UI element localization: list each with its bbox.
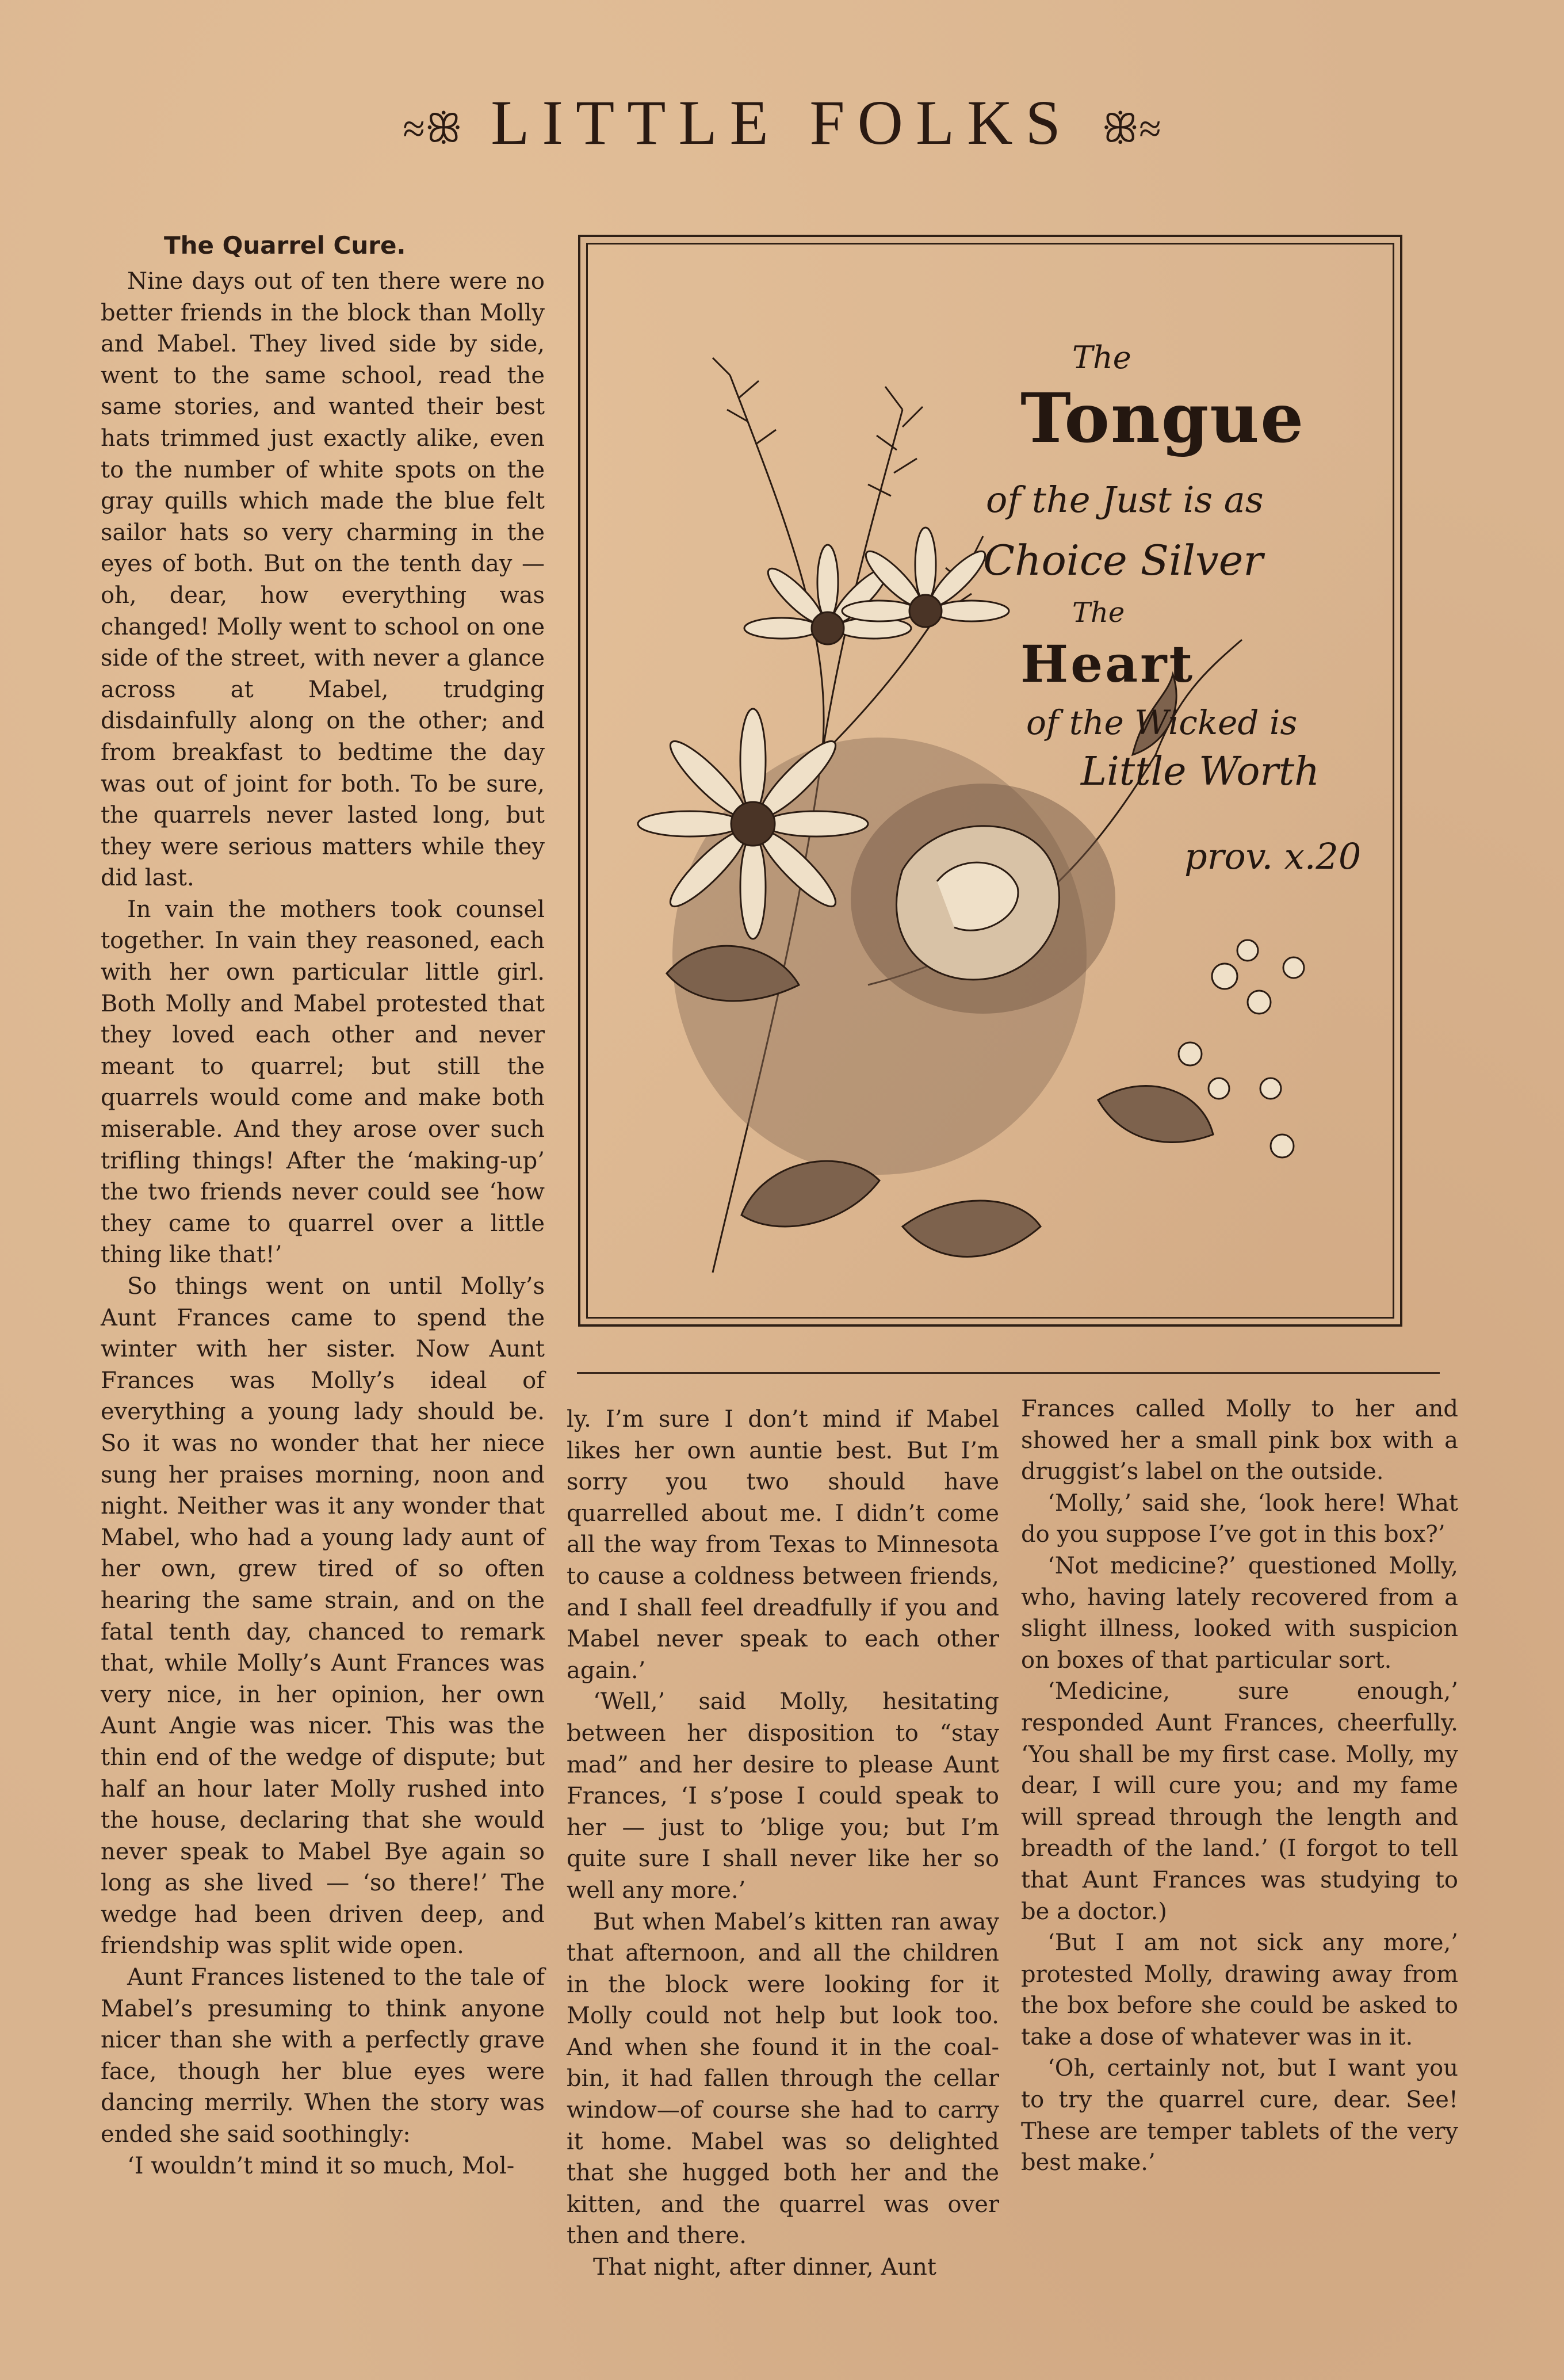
column-divider-rule: [577, 1372, 1440, 1374]
motto-heart: Heart: [1020, 634, 1195, 694]
paragraph: Aunt Frances listened to the tale of Mabel’s presuming to think anyone nicer than she with a perfectly grave face, though her blue eyes were dancing merrily. When the story was ended she said soothingly:: [101, 1964, 545, 2148]
paragraph: ‘I wouldn’t mind it so much, Mol-: [127, 2152, 515, 2179]
paragraph: So things went on until Molly’s Aunt Frances came to spend the winter with her sister. Now Aunt Frances was Molly’s ideal of everything a young lady should be. So it was no wonder that her niece sung her praises morning, noon and night. Neither was it any wonder that Mabel, who had a young lady aunt of her own, grew tired of so often hearing the same strain, and on the fatal tenth day, chanced to remark that, while Molly’s Aunt Frances was very nice, in her opinion, her own Aunt Angie was nicer. This was the thin end of the wedge of dispute; but half an hour later Molly rushed into the house, declaring that she would never speak to Mabel Bye again so long as she lived — ‘so there!’ The wedge had been driven deep, and friendship was split wide open.: [101, 1273, 545, 1959]
motto-the-2: The: [1072, 597, 1125, 629]
motto-line-4: Choice Silver: [983, 536, 1263, 585]
story-column-2: [567, 1404, 999, 2283]
paragraph: Nine days out of ten there were no better friends in the block than Molly and Mabel. They lived side by side, went to the same school, read the same stories, and wanted their best hats trimmed just exactly alike, even to the number of white spots on the gray quills which made the blue felt sailor hats so very charming in the eyes of both. But on the tenth day — oh, dear, how everything was changed! Molly went to school on one side of the street, with never a glance across at Mabel, trudging disdainfully along on the other; and from breakfast to bedtime the day was out of joint for both. To be sure, the quarrels never lasted long, but they were serious matters while they did last.: [101, 268, 545, 892]
masthead-title: LITTLE FOLKS: [491, 87, 1073, 158]
paragraph: But when Mabel’s kitten ran away that afternoon, and all the children in the block were looking for it Molly could not help but look too. And when she found it in the coal-bin, it had fallen through the cellar window—of course she had to carry it home. Mabel was so delighted that she hugged both her and the kitten, and the quarrel was over then and there.: [567, 1908, 999, 2249]
paragraph: ‘Medicine, sure enough,’ responded Aunt Frances, cheerfully. ‘You shall be my first case. Molly, my dear, I will cure you; and my fame will spread through the length and breadth of the land.’ (I forgot to tell that Aunt Frances was studying to be a doctor.): [1021, 1678, 1458, 1925]
paragraph: In vain the mothers took counsel together. In vain they reasoned, each with her own particular little girl. Both Molly and Mabel protested that they loved each other and never meant to quarrel; but still the quarrels would come and make both miserable. And they arose over such trifling things! After the ‘making-up’ the two friends never could see ‘how they came to quarrel over a little thing like that!’: [101, 896, 545, 1269]
paragraph: ‘Well,’ said Molly, hesitating between her disposition to “stay mad” and her desire to please Aunt Frances, ‘I s’pose I could speak to her — just to ’blige you; but I’m quite sure I shall never like her so well any more.’: [567, 1688, 999, 1904]
motto-line-7: of the Wicked is: [1026, 703, 1298, 742]
motto-line-8: Little Worth: [1081, 749, 1320, 794]
motto-line-3: of the Just is as: [986, 479, 1264, 521]
story-column-3: [1021, 1393, 1458, 2179]
story-column-1: [101, 229, 545, 2182]
paragraph: ‘Molly,’ said she, ‘look here! What do you suppose I’ve got in this box?’: [1021, 1489, 1458, 1548]
left-ornament: ≈ꕥ: [403, 106, 462, 151]
paragraph: ‘Oh, certainly not, but I want you to try the quarrel cure, dear. See! These are temper tablets of the very best make.’: [1021, 2055, 1458, 2176]
masthead: [0, 86, 1564, 159]
right-ornament: ꕥ≈: [1102, 106, 1161, 151]
paragraph: ly. I’m sure I don’t mind if Mabel likes her own auntie best. But I’m sorry you two should have quarrelled about me. I didn’t come all the way from Texas to Minnesota to cause a coldness between friends, and I shall feel dreadfully if you and Mabel never speak to each other again.’: [567, 1406, 999, 1684]
paragraph: Frances called Molly to her and showed her a small pink box with a druggist’s label on the outside.: [1021, 1396, 1458, 1485]
story-title: The Quarrel Cure.: [164, 231, 406, 259]
paragraph: ‘Not medicine?’ questioned Molly, who, having lately recovered from a slight illness, looked with suspicion on boxes of that particular sort.: [1021, 1552, 1458, 1674]
scripture-citation: prov. x.20: [1184, 835, 1362, 877]
motto-the-1: The: [1072, 339, 1131, 376]
motto-tongue: Tongue: [1020, 378, 1305, 458]
illustration-frame: [578, 235, 1402, 1327]
paragraph: ‘But I am not sick any more,’ protested Molly, drawing away from the box before she could be asked to take a dose of whatever was in it.: [1021, 1930, 1458, 2050]
paragraph: That night, after dinner, Aunt: [593, 2254, 936, 2281]
